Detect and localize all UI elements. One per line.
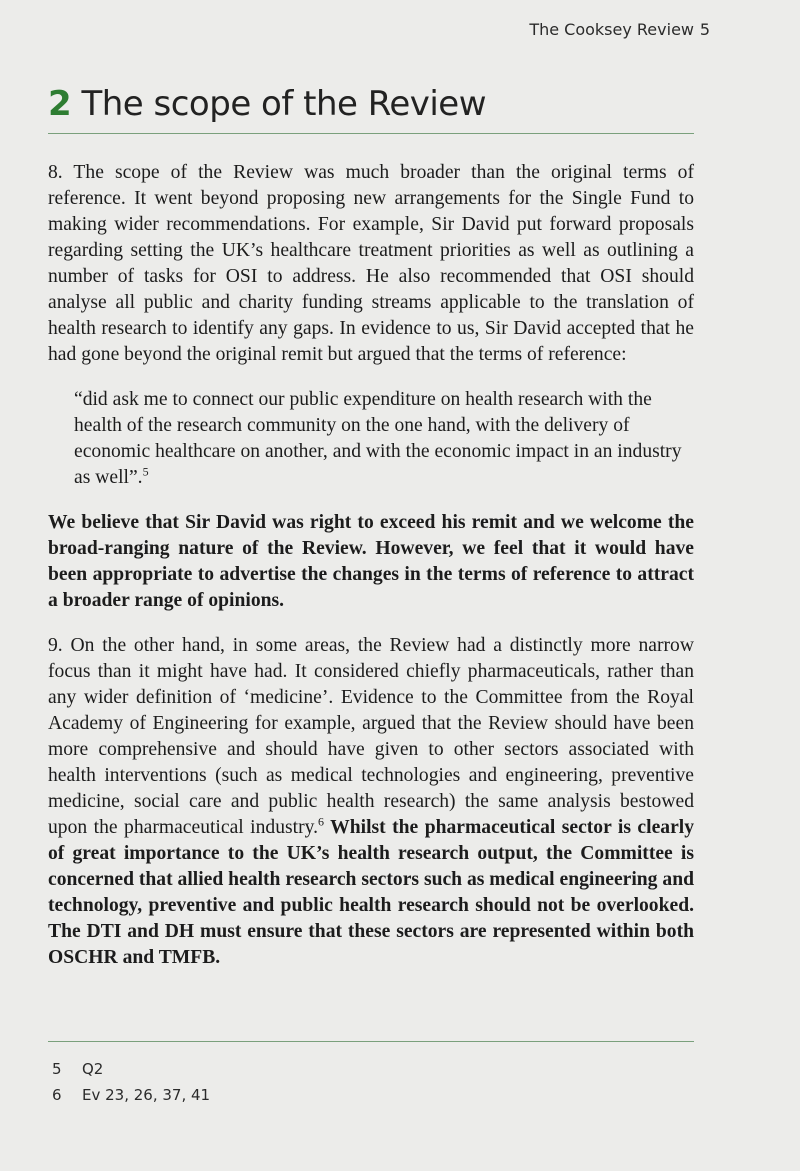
quote-text: “did ask me to connect our public expenditure on health research with the health of the research community on the one hand, with the delivery of economic healthcare on another, and with the economic impact in an industry as well”.: [74, 389, 682, 488]
chapter-number: 2: [48, 84, 72, 124]
paragraph-9: [48, 633, 694, 971]
block-quote: [48, 387, 694, 491]
footnote-item: [52, 1082, 210, 1108]
paragraph-8: 8. The scope of the Review was much broader than the original terms of reference. It went beyond proposing new arrangements for the Single Fund to making wider recommendations. For example, Sir David put forward proposals regarding setting the UK’s healthcare treatment priorities as well as outlining a number of tasks for OSI to address. He also recommended that OSI should analyse all public and charity funding streams applicable to the translation of health research to identify any gaps. In evidence to us, Sir David accepted that he had gone beyond the original remit but argued that the terms of reference:: [48, 162, 694, 365]
page-number: 5: [699, 20, 710, 39]
footnote-text: Q2: [82, 1060, 104, 1078]
running-header: The Cooksey Review: [529, 20, 694, 39]
footnote-rule: [48, 1041, 694, 1042]
footnote-item: [52, 1056, 210, 1082]
footnote-ref-5[interactable]: 5: [142, 464, 149, 479]
paragraph-9-bold-text: Whilst the pharmaceutical sector is clearly of great importance to the UK’s health research output, the Committee is concerned that allied health research sectors such as medical engineering and technology, preventive and public health research should not be overlooked. The DTI and DH must ensure that these sectors are represented within both OSCHR and TMFB.: [48, 817, 695, 968]
footnotes: [52, 1056, 210, 1108]
paragraph-9-text: 9. On the other hand, in some areas, the Review had a distinctly more narrow focus than it might have had. It considered chiefly pharmaceuticals, rather than any wider definition of ‘medicine’. Evidence to the Committee from the Royal Academy of Engineering for example, argued that the Review should have been more comprehensive and should have given to other sectors associated with health interventions (such as medical technologies and engineering, preventive medicine, social care and public health research) the same analysis bestowed upon the pharmaceutical industry.: [48, 635, 694, 838]
footnote-number: 6: [52, 1086, 62, 1104]
footnote-number: 5: [52, 1060, 62, 1078]
title-rule: [48, 133, 694, 134]
chapter-title: [48, 84, 486, 124]
main-content: [48, 160, 694, 990]
chapter-title-text: The scope of the Review: [81, 84, 487, 124]
footnote-text: Ev 23, 26, 37, 41: [82, 1086, 211, 1104]
conclusion-paragraph: We believe that Sir David was right to exceed his remit and we welcome the broad-ranging nature of the Review. However, we feel that it would have been appropriate to advertise the changes in the terms of reference to attract a broader range of opinions.: [48, 512, 694, 611]
footnote-ref-6[interactable]: 6: [318, 814, 325, 829]
